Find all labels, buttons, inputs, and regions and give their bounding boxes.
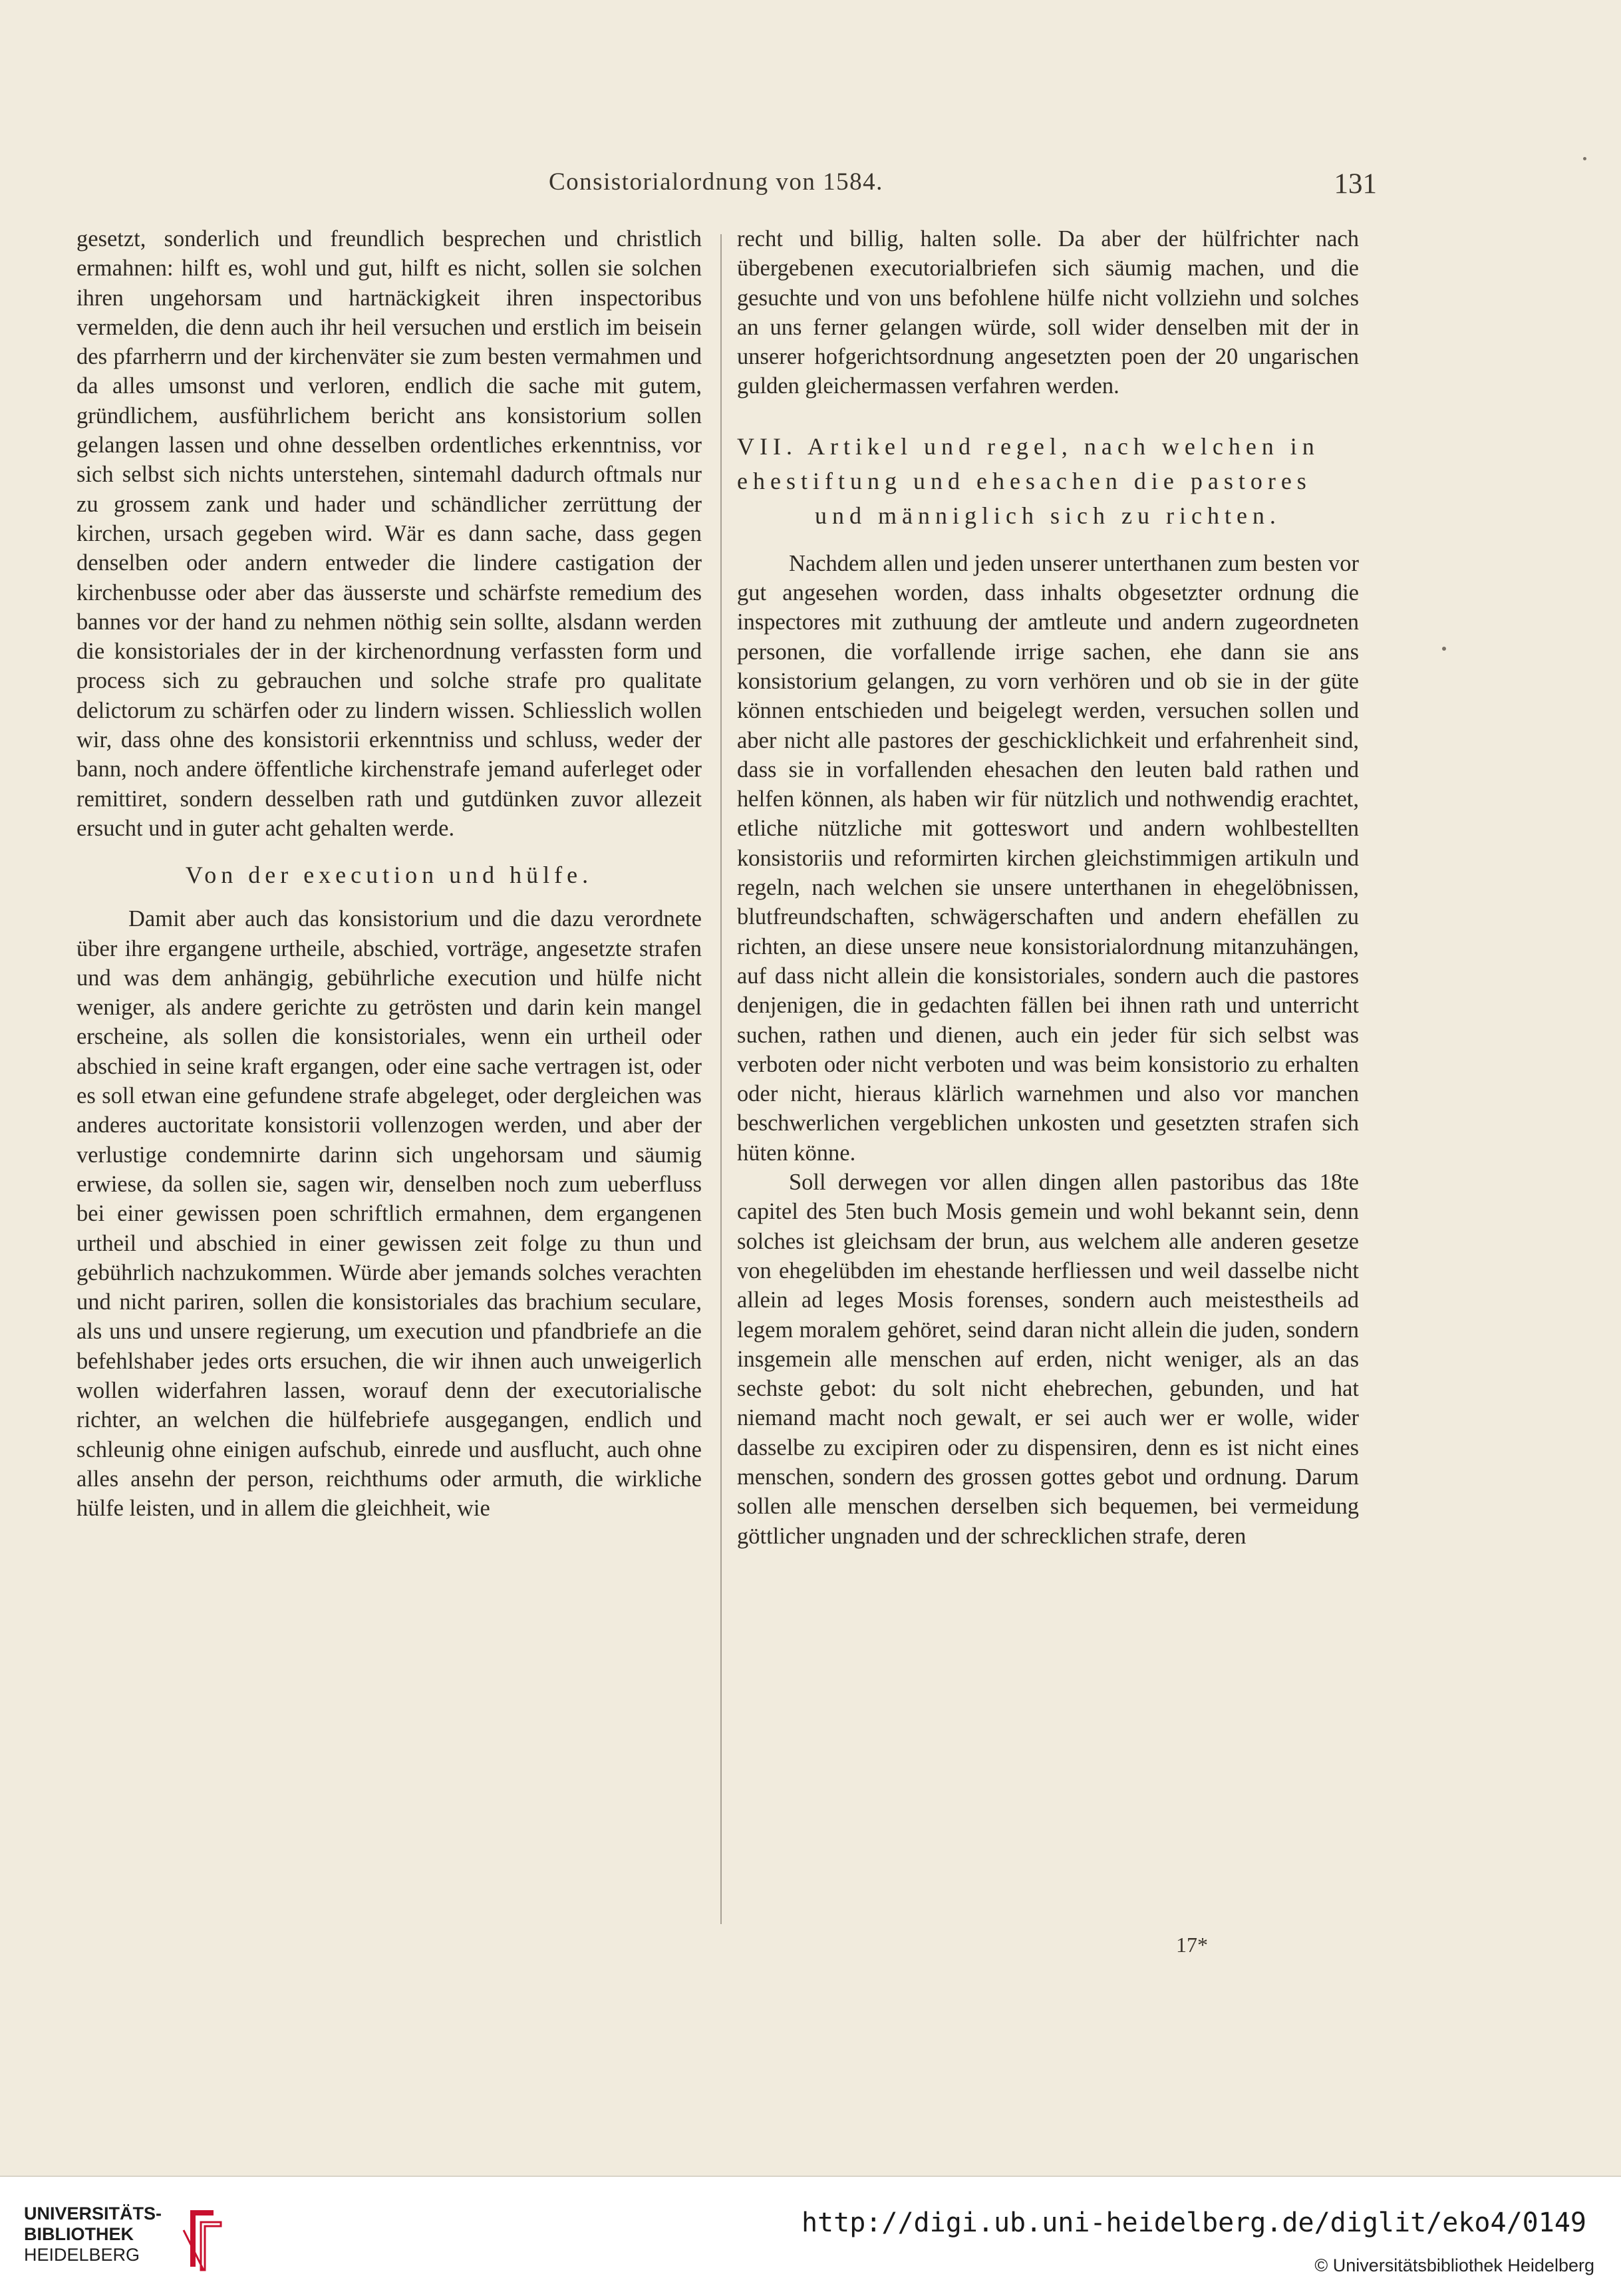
heading-line-1: VII. Artikel und regel, nach welchen in [737, 432, 1320, 460]
logo-mark-icon [164, 2204, 243, 2277]
logo-line-3: HEIDELBERG [24, 2245, 140, 2265]
heading-line-3: und männiglich sich zu richten. [815, 502, 1281, 529]
heading-line-2: ehestiftung und ehesachen die pastores [737, 467, 1312, 494]
library-logo[interactable] [24, 2204, 237, 2277]
column-divider [720, 234, 722, 1924]
signature-mark: 17* [1176, 1933, 1208, 1957]
right-column [737, 224, 1359, 1551]
speck [1442, 647, 1446, 651]
left-paragraph-2: Damit aber auch das konsistorium und die dazu verordnete über ihre ergangene urtheile, abschied, vorträge, angesetzte strafen und was dem anhängig, gebührliche execution und hülfe nicht weniger, als andere gerichte zu getrösten und darin kein mangel erscheine, als sollen die konsistoriales, wenn ein urtheil oder abschied in seine kraft ergangen, oder eine sache vertragen ist, oder es soll etwan eine gefundene strafe abgeleget, oder dergleichen was anderes auctoritate konsistorii vollenzogen werden, und aber der verlustige condemnirte darinn sich ungehorsam und säumig erwiese, da sollen sie, sagen wir, denselben noch zum ueberfluss bei einer gewissen poen schriftlich ermahnen, dem ergangenen urtheil und abschied in einer gewissen zeit folge zu thun und gebührlich nachzukommen. Würde aber jemands solches verachten und nicht pariren, sollen die konsistoriales das brachium seculare, als uns und unsere regierung, um execution und pfandbriefe an die befehlshaber jedes orts ersuchen, die wir ihnen auch unweigerlich wollen widerfahren lassen, worauf denn der executorialische richter, an welchen die hülfebriefe ausgegangen, endlich und schleunig ohne einigen aufschub, einrede und ausflucht, auch ohne alles ansehn der person, reichthums oder armuth, die wirkliche hülfe leisten, und in allem die gleichheit, wie [76, 906, 702, 1522]
page-header [73, 168, 1377, 214]
section-heading-execution: Von der execution und hülfe. [185, 862, 593, 889]
left-column [76, 224, 702, 1523]
footer-bar [0, 2176, 1621, 2296]
logo-line-1: UNIVERSITÄTS- [24, 2204, 162, 2223]
speck [1583, 157, 1586, 160]
right-paragraph-1: recht und billig, halten solle. Da aber der hülfrichter nach übergebenen executorialbriefen sich säumig machen, und die gesuchte und von uns befohlene hülfe nicht vollziehn und solches an uns ferner gelangen würde, soll wider denselben mit der in unserer hofgerichtsordnung angesetzten poen der 20 ungarischen gulden gleichermassen verfahren werden. [737, 226, 1359, 399]
copyright-notice: © Universitätsbibliothek Heidelberg [1314, 2255, 1594, 2275]
section-heading-vii [737, 429, 1359, 533]
running-title: Consistorialordnung von 1584. [549, 168, 883, 196]
right-paragraph-3: Soll derwegen vor allen dingen allen pastoribus das 18te capitel des 5ten buch Mosis gemein und wohl bekannt sein, denn solches ist gleichsam der brun, aus welchem alle anderen gesetze von ehegelübden im ehestande herfliessen und weil dasselbe nicht allein ad leges Mosis forenses, sondern auch meistestheils ad legem moralem gehöret, seind daran nicht allein die juden, sondern insgemein alle menschen auf erden, nicht weniger, als an das sechste gebot: du solt nicht ehebrechen, gebunden, und hat niemand macht noch gewalt, er sei auch wer er wolle, wider dasselbe zu excipiren oder zu dispensiren, denn es ist nicht eines menschen, sondern des grossen gottes gebot und ordnung. Darum sollen alle menschen derselben sich bequemen, bei vermeidung göttlicher ungnaden und der schrecklichen strafe, deren [737, 1170, 1359, 1549]
permalink-url[interactable]: http://digi.ub.uni-heidelberg.de/diglit/eko4/0149 [801, 2208, 1586, 2238]
left-paragraph-1: gesetzt, sonderlich und freundlich besprechen und christlich ermahnen: hilft es, wohl und gut, hilft es nicht, sollen sie solchen ihren ungehorsam und hartnäckigkeit ihren inspectoribus vermelden, die denn auch ihr heil versuchen und erstlich im beisein des pfarrherrn und der kirchenväter sie zum besten vermahmen und da alles umsonst und verloren, endlich die sache mit gutem, gründlichem, ausführlichem bericht ans konsistorium sollen gelangen lassen und ohne desselben ordentliches erkenntniss, vor sich selbst sich nichts unterstehen, sintemahl dadurch oftmals nur zu grossem zank und hader und schändlicher zerrüttung der kirchen, ursach gegeben wird. Wär es dann sache, dass gegen denselben oder andern entweder die lindere castigation der kirchenbusse oder aber das äusserste und schärfste remedium des bannes vor der hand zu nehmen nöthig sein sollte, alsdann werden die konsistoriales der in der kirchenordnung verfassten form und process sich zu gebrauchen und solche strafe pro qualitate delictorum zu schärfen oder zu lindern wissen. Schliesslich wollen wir, dass ohne des konsistorii erkenntniss und schluss, weder der bann, noch andere öffentliche kirchenstrafe jemand auferleget oder remittiret, sondern desselben rath und gutdünken zuvor allezeit ersucht und in guter acht gehalten werde. [76, 226, 702, 841]
page-number: 131 [1334, 168, 1377, 200]
right-paragraph-2: Nachdem allen und jeden unserer unterthanen zum besten vor gut angesehen worden, dass inhalts obgesetzter ordnung die inspectores mit zuthuung der amtleute und andern zugeordneten personen, die vorfallende irrige sachen, ehe dann sie ans konsistorium gelangen, zu vorn verhören und ob sie in der güte können entschieden und beigelegt werden, versuchen sollen und aber nicht alle pastores der geschicklichkeit und erfahrenheit sind, dass sie in vorfallenden ehesachen den leuten bald rathen und helfen können, als haben wir für nützlich und nothwendig erachtet, etliche nützliche mit gotteswort und andern wohlbestellten konsistoriis und reformirten kirchen gleichstimmigen artikuln und regeln, nach welchen sie unsere unterthanen in ehegelöbnissen, blutfreundschaften, schwägerschaften und andern ehefällen zu richten, an diese unsere neue konsistorialordnung mitanzuhängen, auf dass nicht allein die konsistoriales, sondern auch die pastores denjenigen, die in gedachten fällen bei ihnen rath und unterricht suchen, rathen und dienen, auch ein jeder für sich selbst was verboten oder nicht verboten und was beim konsistorio zu erhalten oder nicht, hieraus klärlich warnehmen und also vor manchen beschwerlichen vergeblichen unkosten und gesetzten strafen sich hüten könne. [737, 550, 1359, 1166]
logo-line-2: BIBLIOTHEK [24, 2224, 134, 2244]
